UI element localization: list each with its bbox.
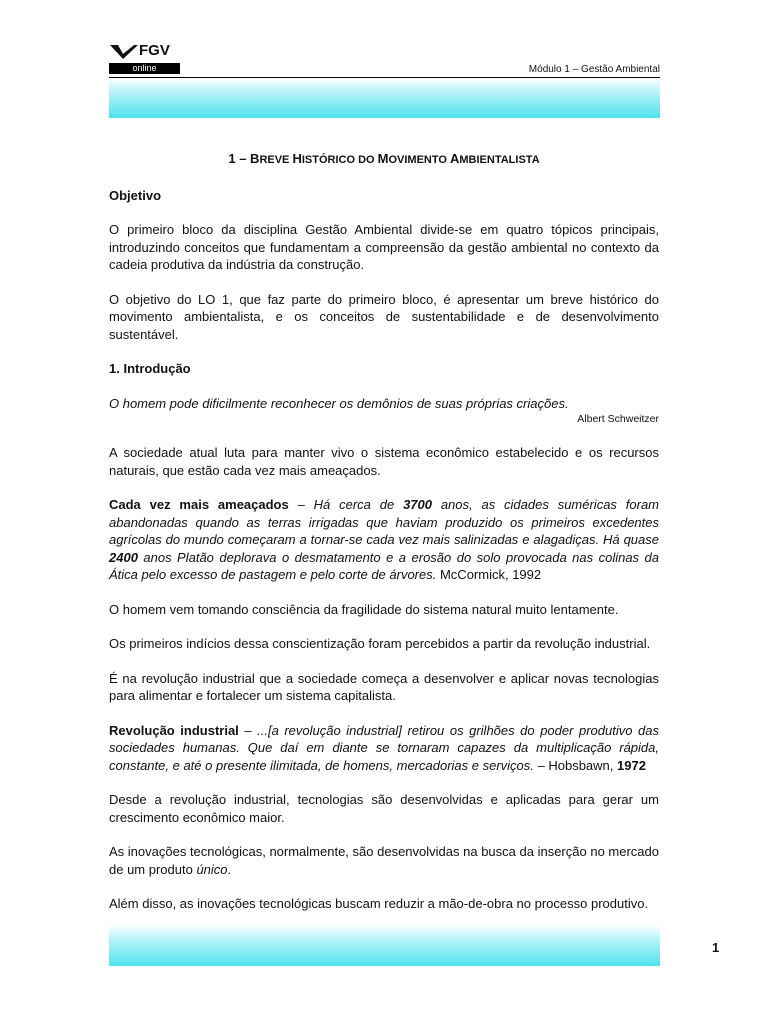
paragraph: O objetivo do LO 1, que faz parte do primeiro bloco, é apresentar um breve histórico do movimento ambientalista, e os conceitos de sustentabilidade e de desenvolvimento sustentável.	[109, 291, 659, 342]
fgv-logo	[109, 42, 180, 73]
paragraph: Os primeiros indícios dessa conscientização foram percebidos a partir da revolução industrial.	[109, 636, 651, 651]
paragraph-ameacados: Cada vez mais ameaçados – Há cerca de 3700 anos, as cidades suméricas foram abandonadas quando as terras irrigadas que haviam produzido os primeiros excedentes agrícolas do mundo começaram a tornar-se cada vez mais salinizadas e alagadiças. Há quase 2400 anos Platão deplorava o desmatamento e a erosão do solo provocada nas colinas da Ática pelo excesso de pastagem e pelo corte de árvores. McCormick, 1992	[109, 497, 659, 582]
logo-check-icon	[109, 42, 139, 62]
logo-subtitle: online	[109, 63, 180, 74]
logo-text: FGV	[139, 42, 170, 59]
module-title: Módulo 1 – Gestão Ambiental	[528, 64, 660, 75]
paragraph: A sociedade atual luta para manter vivo o sistema econômico estabelecido e os recursos naturais, que estão cada vez mais ameaçados.	[109, 445, 659, 478]
footer-gradient-band	[109, 925, 660, 966]
paragraph: O primeiro bloco da disciplina Gestão Ambiental divide-se em quatro tópicos principais, introduzindo conceitos que fundamentam a compreensão da gestão ambiental no contexto da cadeia produtiva da indústria da construção.	[109, 222, 659, 272]
header-gradient-band	[109, 78, 660, 118]
paragraph: O homem vem tomando consciência da fragilidade do sistema natural muito lentamente.	[109, 601, 619, 617]
paragraph: Além disso, as inovações tecnológicas buscam reduzir a mão-de-obra no processo produtivo.	[109, 896, 649, 911]
paragraph: Desde a revolução industrial, tecnologias são desenvolvidas e aplicadas para gerar um crescimento econômico maior.	[109, 792, 659, 825]
document-body	[109, 150, 659, 930]
paragraph-revolucao: Revolução industrial – ...[a revolução industrial] retirou os grilhões do poder produtivo das sociedades humanas. Que daí em diante se tornaram capazes da multiplicação rápida, constante, e até o presente ilimitada, de homens, mercadorias e serviços. – Hobsbawn, 1972	[109, 722, 659, 773]
paragraph: É na revolução industrial que a sociedade começa a desenvolver e aplicar novas tecnologias para alimentar e fortalecer um sistema capitalista.	[109, 670, 659, 703]
epigraph-author: Albert Schweitzer	[577, 413, 659, 425]
page-number: 1	[712, 940, 720, 955]
epigraph-quote: O homem pode dificilmente reconhecer os demônios de suas próprias criações.	[109, 395, 569, 411]
logo-mark	[109, 42, 180, 62]
page-title: 1 – BREVE HISTÓRICO DO MOVIMENTO AMBIENTALISTA	[228, 151, 540, 166]
heading-objetivo: Objetivo	[109, 187, 162, 203]
paragraph: As inovações tecnológicas, normalmente, são desenvolvidas na busca da inserção no mercado de um produto único.	[109, 844, 659, 877]
heading-introducao: 1. Introdução	[109, 361, 191, 376]
